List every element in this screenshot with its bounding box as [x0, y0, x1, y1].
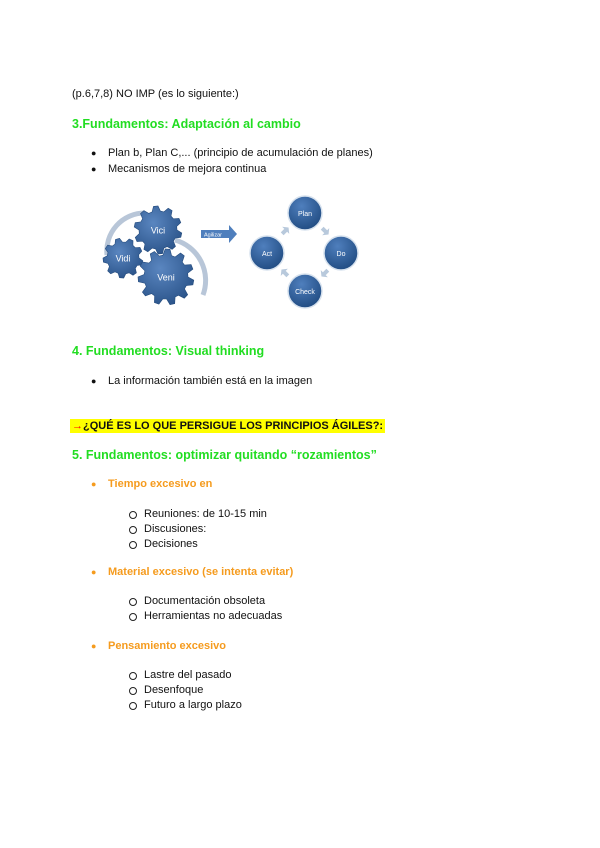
bullet-dot: ●	[91, 164, 97, 174]
pdca-act-label: Act	[261, 251, 273, 258]
agilizar-arrow	[201, 225, 237, 243]
group-label: Material excesivo (se intenta evitar)	[108, 566, 294, 578]
pdca-plan-label: Plan	[297, 211, 313, 218]
bullet-dot: ●	[91, 376, 97, 386]
bullet-dot: ●	[91, 567, 97, 577]
cycle-arrow	[319, 225, 332, 238]
circle-bullet	[129, 511, 137, 519]
gear-vidi-label: Vidi	[115, 253, 131, 264]
section5-heading: 5. Fundamentos: optimizar quitando “rozamientos”	[72, 448, 377, 462]
pdca-check-label: Check	[295, 289, 315, 296]
list-item: Documentación obsoleta	[144, 595, 266, 607]
list-item: Futuro a largo plazo	[144, 699, 242, 711]
cycle-arrow	[318, 267, 331, 280]
circle-bullet	[129, 702, 137, 710]
list-item: La información también está en la imagen	[108, 375, 313, 387]
circle-bullet	[129, 672, 137, 680]
list-item: Desenfoque	[144, 684, 204, 696]
cycle-arrow	[279, 224, 292, 237]
circle-bullet	[129, 613, 137, 621]
agilizar-label: Agilizar	[203, 232, 223, 239]
cycle-arrow	[278, 266, 291, 279]
question-highlight	[70, 416, 385, 434]
list-item: Reuniones: de 10-15 min	[144, 508, 267, 520]
list-item: Decisiones	[144, 538, 198, 550]
group-label: Pensamiento excesivo	[108, 640, 227, 652]
gears-group	[103, 206, 206, 305]
circle-bullet	[129, 687, 137, 695]
section4-heading: 4. Fundamentos: Visual thinking	[72, 344, 265, 358]
intro-note: (p.6,7,8) NO IMP (es lo siguiente:)	[72, 88, 239, 100]
question-text: ¿QUÉ ES LO QUE PERSIGUE LOS PRINCIPIOS ÁGILES?:	[83, 420, 384, 432]
list-item: Discusiones:	[144, 523, 207, 535]
arrow-icon: →	[72, 420, 83, 432]
pdca-do-label: Do	[336, 251, 346, 258]
list-item: Herramientas no adecuadas	[144, 610, 283, 622]
list-item: Lastre del pasado	[144, 669, 232, 681]
pdca-cycle	[250, 196, 358, 308]
circle-bullet	[129, 526, 137, 534]
bullet-dot: ●	[91, 479, 97, 489]
circle-bullet	[129, 598, 137, 606]
bullet-dot: ●	[91, 641, 97, 651]
circle-bullet	[129, 541, 137, 549]
agile-diagram	[95, 195, 375, 310]
bullet-dot: ●	[91, 148, 97, 158]
gear-veni-label: Veni	[157, 272, 175, 283]
gear-vici-label: Vici	[150, 225, 166, 236]
list-item: Mecanismos de mejora continua	[108, 163, 267, 175]
list-item: Plan b, Plan C,... (principio de acumulación de planes)	[108, 147, 373, 159]
group-label: Tiempo excesivo en	[108, 478, 213, 490]
section3-heading: 3.Fundamentos: Adaptación al cambio	[72, 117, 301, 131]
